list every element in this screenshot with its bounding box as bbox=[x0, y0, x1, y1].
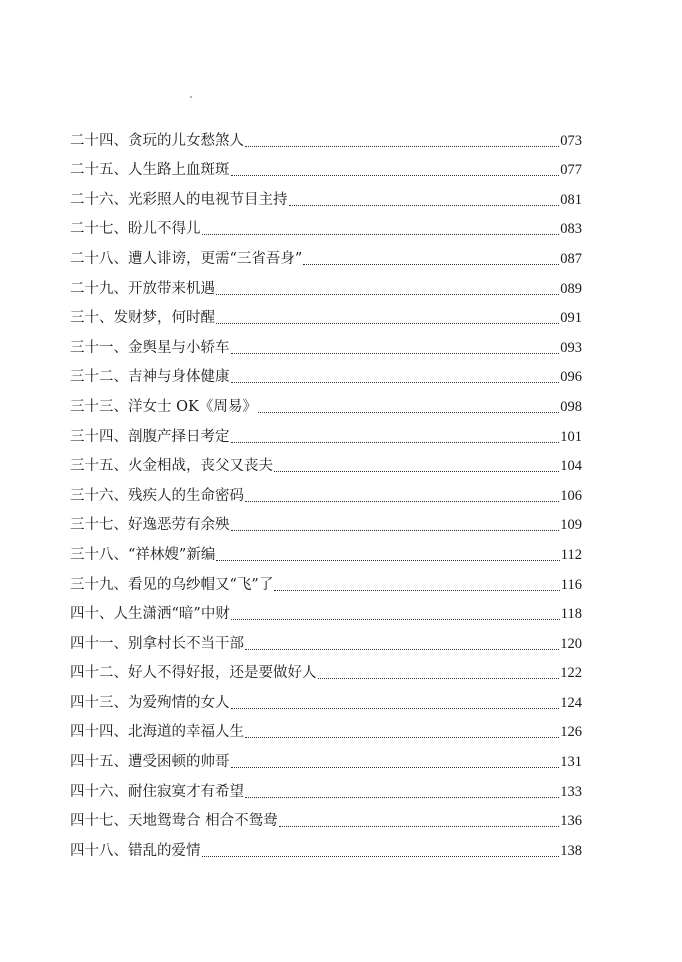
toc-entry bbox=[70, 654, 582, 684]
toc-dot-leader bbox=[202, 856, 560, 857]
toc-entry-title: 四十五、遭受困顿的帅哥 bbox=[70, 754, 230, 771]
toc-entry-title: 二十八、遭人诽谤，更需“三省吾身” bbox=[70, 250, 303, 267]
toc-dot-leader bbox=[318, 678, 560, 679]
toc-entry-page-number: 109 bbox=[560, 517, 582, 534]
toc-entry-page-number: 089 bbox=[560, 280, 582, 297]
toc-entry-title: 四十六、耐住寂寞才有希望 bbox=[70, 783, 244, 800]
toc-entry-page-number: 116 bbox=[560, 576, 582, 593]
toc-entry-page-number: 093 bbox=[560, 339, 582, 356]
toc-entry-title: 四十二、好人不得好报，还是要做好人 bbox=[70, 665, 317, 682]
toc-entry bbox=[70, 121, 582, 151]
toc-dot-leader bbox=[245, 146, 559, 147]
toc-entry-page-number: 104 bbox=[560, 458, 582, 475]
toc-entry bbox=[70, 358, 582, 388]
toc-entry bbox=[70, 328, 582, 358]
toc-entry-page-number: 106 bbox=[560, 487, 582, 504]
toc-dot-leader bbox=[216, 323, 559, 324]
toc-entry-title: 三十四、剖腹产择日考定 bbox=[70, 428, 230, 445]
toc-entry-title: 三十一、金舆星与小轿车 bbox=[70, 339, 230, 356]
toc-entry bbox=[70, 299, 582, 329]
toc-entry bbox=[70, 210, 582, 240]
toc-entry bbox=[70, 506, 582, 536]
toc-dot-leader bbox=[231, 353, 560, 354]
toc-dot-leader bbox=[245, 797, 559, 798]
toc-entry bbox=[70, 772, 582, 802]
toc-entry-page-number: 112 bbox=[560, 546, 582, 563]
toc-entry-title: 四十三、为爱殉情的女人 bbox=[70, 694, 230, 711]
toc-entry-title: 四十、人生潇洒“暗”中财 bbox=[70, 606, 230, 623]
toc-entry-title: 四十四、北海道的幸福人生 bbox=[70, 724, 244, 741]
toc-entry bbox=[70, 831, 582, 861]
toc-entry-page-number: 096 bbox=[560, 369, 582, 386]
toc-entry bbox=[70, 239, 582, 269]
toc-entry-page-number: 081 bbox=[560, 191, 582, 208]
toc-entry bbox=[70, 595, 582, 625]
toc-entry-page-number: 098 bbox=[560, 398, 582, 415]
toc-entry bbox=[70, 565, 582, 595]
toc-entry-page-number: 124 bbox=[560, 694, 582, 711]
toc-entry-title: 三十六、残疾人的生命密码 bbox=[70, 487, 244, 504]
toc-entry-page-number: 077 bbox=[560, 162, 582, 179]
scan-speck bbox=[190, 96, 192, 98]
toc-entry bbox=[70, 447, 582, 477]
toc-entry-title: 二十五、人生路上血斑斑 bbox=[70, 162, 230, 179]
toc-dot-leader bbox=[289, 205, 560, 206]
toc-entry-page-number: 101 bbox=[560, 428, 582, 445]
toc-entry-page-number: 138 bbox=[560, 842, 582, 859]
toc-entry bbox=[70, 742, 582, 772]
toc-entry-page-number: 120 bbox=[560, 635, 582, 652]
toc-entry-page-number: 091 bbox=[560, 310, 582, 327]
toc-entry-page-number: 126 bbox=[560, 724, 582, 741]
toc-dot-leader bbox=[216, 560, 559, 561]
toc-entry bbox=[70, 387, 582, 417]
toc-dot-leader bbox=[274, 590, 559, 591]
table-of-contents bbox=[70, 121, 582, 861]
toc-entry-page-number: 118 bbox=[560, 606, 582, 623]
toc-dot-leader bbox=[231, 530, 560, 531]
toc-entry-page-number: 083 bbox=[560, 221, 582, 238]
toc-entry bbox=[70, 269, 582, 299]
toc-entry-page-number: 136 bbox=[560, 813, 582, 830]
toc-dot-leader bbox=[231, 175, 560, 176]
toc-entry bbox=[70, 624, 582, 654]
toc-dot-leader bbox=[245, 649, 559, 650]
toc-dot-leader bbox=[245, 501, 559, 502]
toc-entry bbox=[70, 713, 582, 743]
toc-dot-leader bbox=[274, 471, 559, 472]
toc-entry-page-number: 087 bbox=[560, 250, 582, 267]
toc-entry-page-number: 122 bbox=[560, 665, 582, 682]
toc-entry-page-number: 073 bbox=[560, 132, 582, 149]
toc-entry-title: 四十一、别拿村长不当干部 bbox=[70, 635, 244, 652]
toc-entry bbox=[70, 180, 582, 210]
toc-entry-title: 二十七、盼儿不得儿 bbox=[70, 221, 201, 238]
toc-entry-title: 二十九、开放带来机遇 bbox=[70, 280, 215, 297]
toc-entry-title: 三十、发财梦，何时醒 bbox=[70, 310, 215, 327]
toc-dot-leader bbox=[258, 412, 559, 413]
toc-dot-leader bbox=[231, 767, 560, 768]
toc-entry-title: 三十三、洋女士 OK《周易》 bbox=[70, 398, 257, 415]
toc-dot-leader bbox=[216, 294, 559, 295]
toc-entry-title: 三十九、看见的乌纱帽又“飞”了 bbox=[70, 576, 274, 593]
toc-entry bbox=[70, 683, 582, 713]
toc-entry-title: 三十五、火金相战，丧父又丧夫 bbox=[70, 458, 273, 475]
toc-dot-leader bbox=[231, 708, 560, 709]
toc-entry-page-number: 133 bbox=[560, 783, 582, 800]
toc-entry-title: 四十八、错乱的爱情 bbox=[70, 842, 201, 859]
toc-entry-title: 三十七、好逸恶劳有余殃 bbox=[70, 517, 230, 534]
toc-entry bbox=[70, 476, 582, 506]
toc-entry-title: 三十八、“祥林嫂”新编 bbox=[70, 546, 216, 563]
toc-entry-title: 二十六、光彩照人的电视节目主持 bbox=[70, 191, 288, 208]
toc-entry bbox=[70, 535, 582, 565]
toc-entry bbox=[70, 417, 582, 447]
toc-entry-page-number: 131 bbox=[560, 754, 582, 771]
toc-dot-leader bbox=[231, 619, 560, 620]
toc-dot-leader bbox=[231, 442, 560, 443]
toc-dot-leader bbox=[202, 234, 560, 235]
toc-dot-leader bbox=[303, 264, 559, 265]
toc-entry-title: 二十四、贪玩的儿女愁煞人 bbox=[70, 132, 244, 149]
toc-dot-leader bbox=[231, 382, 560, 383]
toc-dot-leader bbox=[279, 826, 560, 827]
toc-entry bbox=[70, 151, 582, 181]
toc-entry-title: 四十七、天地鸳鸯合 相合不鸳鸯 bbox=[70, 813, 278, 830]
toc-entry-title: 三十二、吉神与身体健康 bbox=[70, 369, 230, 386]
toc-entry bbox=[70, 802, 582, 832]
toc-dot-leader bbox=[245, 737, 559, 738]
